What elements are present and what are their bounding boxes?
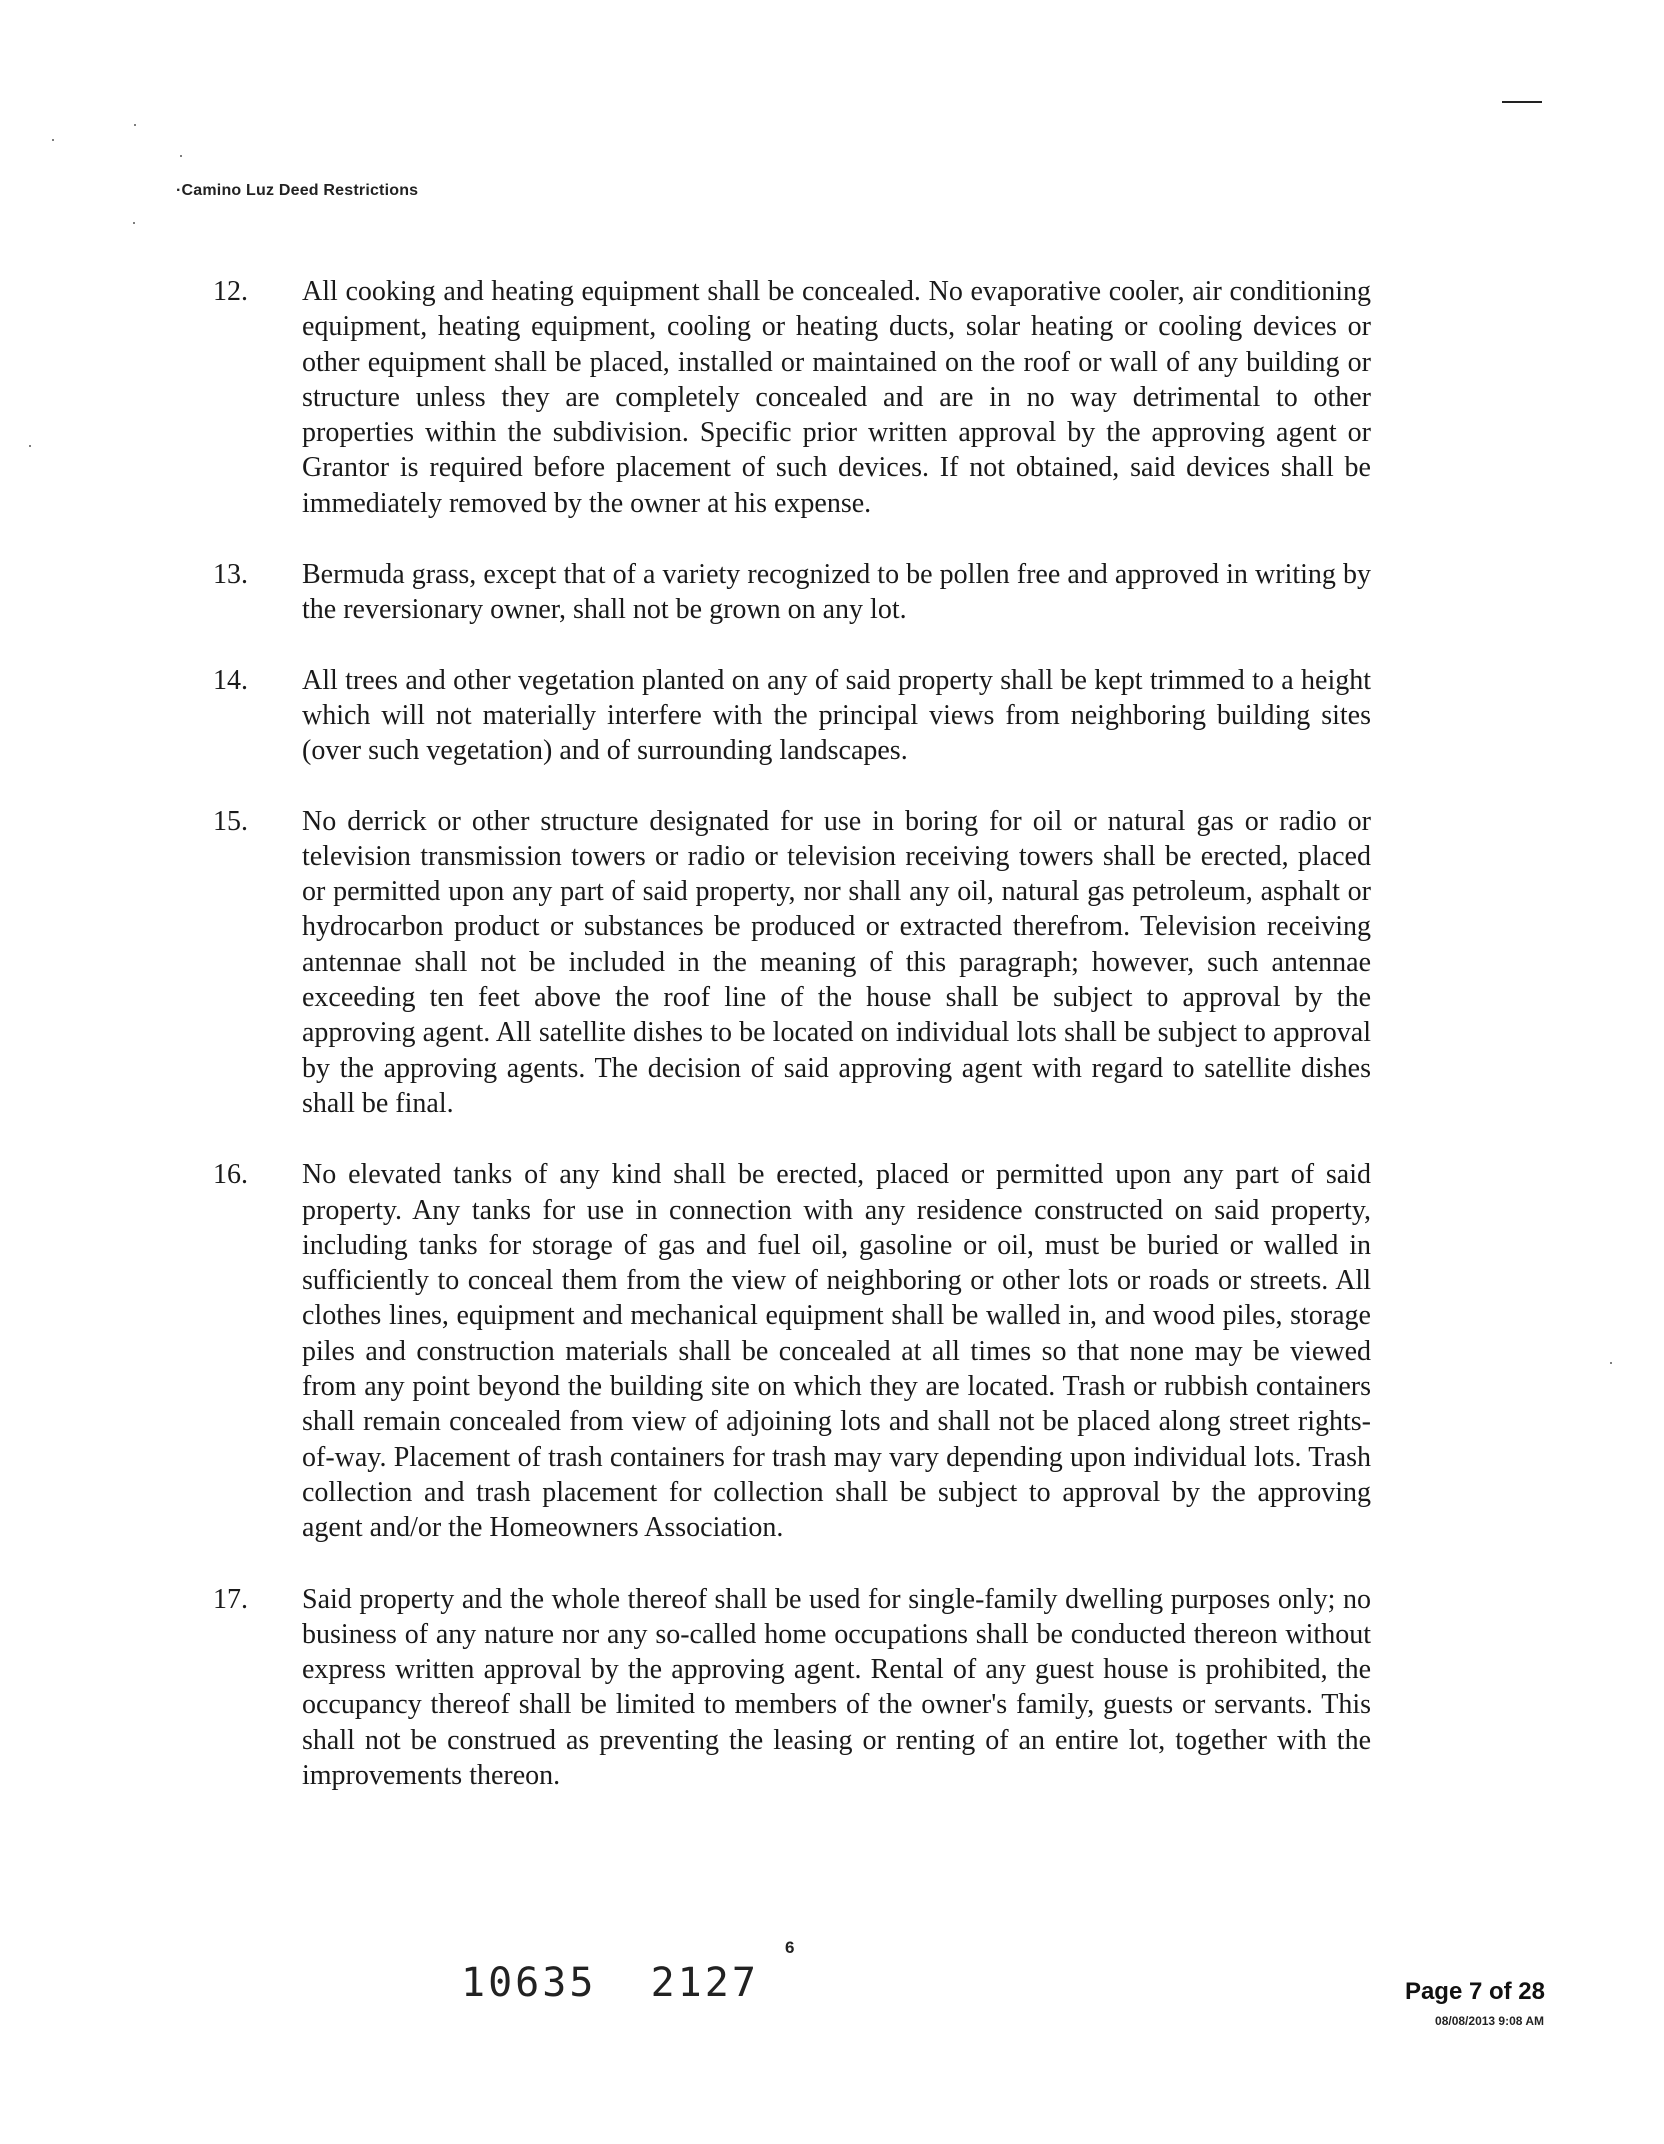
page-number: 6 <box>785 1938 795 1957</box>
clause-text: All cooking and heating equipment shall be concealed. No evaporative cooler, air conditioning equipment, heating equipment, cooling or heating ducts, solar heating or cooling devices or other equipment shall be placed, installed or maintained on the roof or wall of any building or structure unless they are completely concealed and are in no way detrimental to other properties within the subdivision. Specific prior written approval by the approving agent or Grantor is required before placement of such devices. If not obtained, said devices shall be immediately removed by the owner at his expense. <box>302 276 1371 519</box>
book-page-reference: 10635 2127 <box>461 1960 759 2006</box>
clause-number: 14. <box>213 664 248 696</box>
clause-14 <box>213 663 1371 769</box>
recorder-datetime-stamp: 08/08/2013 9:08 AM <box>1435 2014 1544 2028</box>
clause-13 <box>213 557 1371 628</box>
clause-text: Said property and the whole thereof shall be used for single-family dwelling purposes only; no business of any nature nor any so-called home occupations shall be conducted thereon without express written approval by the approving agent. Rental of any guest house is prohibited, the occupancy thereof shall be limited to members of the owner's family, guests or servants. This shall not be construed as preventing the leasing or renting of an entire lot, together with the improvements thereon. <box>302 1583 1371 1791</box>
restriction-clauses <box>213 274 1371 1793</box>
clause-number: 12. <box>213 276 248 307</box>
scan-speck <box>134 124 136 126</box>
clause-text: Bermuda grass, except that of a variety recognized to be pollen free and approved in writing by the reversionary owner, shall not be grown on any lot. <box>302 559 1371 626</box>
scan-speck <box>133 222 135 224</box>
clause-12 <box>213 274 1371 521</box>
clause-text: No elevated tanks of any kind shall be erected, placed or permitted upon any part of said property. Any tanks for use in connection with any residence constructed on said property, including tanks for storage of gas and fuel oil, gasoline or oil, must be buried or walled in sufficiently to conceal them from the view of neighboring or other lots or roads or streets. All clothes lines, equipment and mechanical equipment shall be walled in, and wood piles, storage piles and construction materials shall be concealed at all times so that none may be viewed from any point beyond the building site on which they are located. Trash or rubbish containers shall remain concealed from view of adjoining lots and shall not be placed along street rights-of-way. Placement of trash containers for trash may vary depending upon individual lots. Trash collection and trash placement for collection shall be subject to approval by the approving agent and/or the Homeowners Association. <box>302 1159 1371 1544</box>
clause-number: 17. <box>213 1583 248 1615</box>
clause-17 <box>213 1582 1371 1794</box>
scan-speck <box>1610 1362 1612 1364</box>
top-edge-mark <box>1502 101 1542 103</box>
clause-number: 15. <box>213 805 248 837</box>
scan-speck <box>29 445 31 447</box>
clause-number: 16. <box>213 1159 248 1191</box>
scan-speck <box>180 155 182 157</box>
clause-number: 13. <box>213 559 248 591</box>
clause-text: No derrick or other structure designated for use in boring for oil or natural gas or radio or television transmission towers or radio or television receiving towers shall be erected, placed or permitted upon any part of said property, nor shall any oil, natural gas petroleum, asphalt or hydrocarbon product or substances be produced or extracted therefrom. Television receiving antennae shall not be included in the meaning of this paragraph; however, such antennae exceeding ten feet above the roof line of the house shall be subject to approval by the approving agent. All satellite dishes to be located on individual lots shall be subject to approval by the approving agents. The decision of said approving agent with regard to satellite dishes shall be final. <box>302 805 1371 1119</box>
document-running-header: ·Camino Luz Deed Restrictions <box>176 182 419 199</box>
clause-16 <box>213 1157 1371 1545</box>
scan-speck <box>52 139 54 141</box>
clause-text: All trees and other vegetation planted on any of said property shall be kept trimmed to a height which will not materially interfere with the principal views from neighboring building sites (over such vegetation) and of surrounding landscapes. <box>302 664 1371 767</box>
clause-15 <box>213 804 1371 1122</box>
recorder-page-stamp: Page 7 of 28 <box>1404 1978 1545 2005</box>
